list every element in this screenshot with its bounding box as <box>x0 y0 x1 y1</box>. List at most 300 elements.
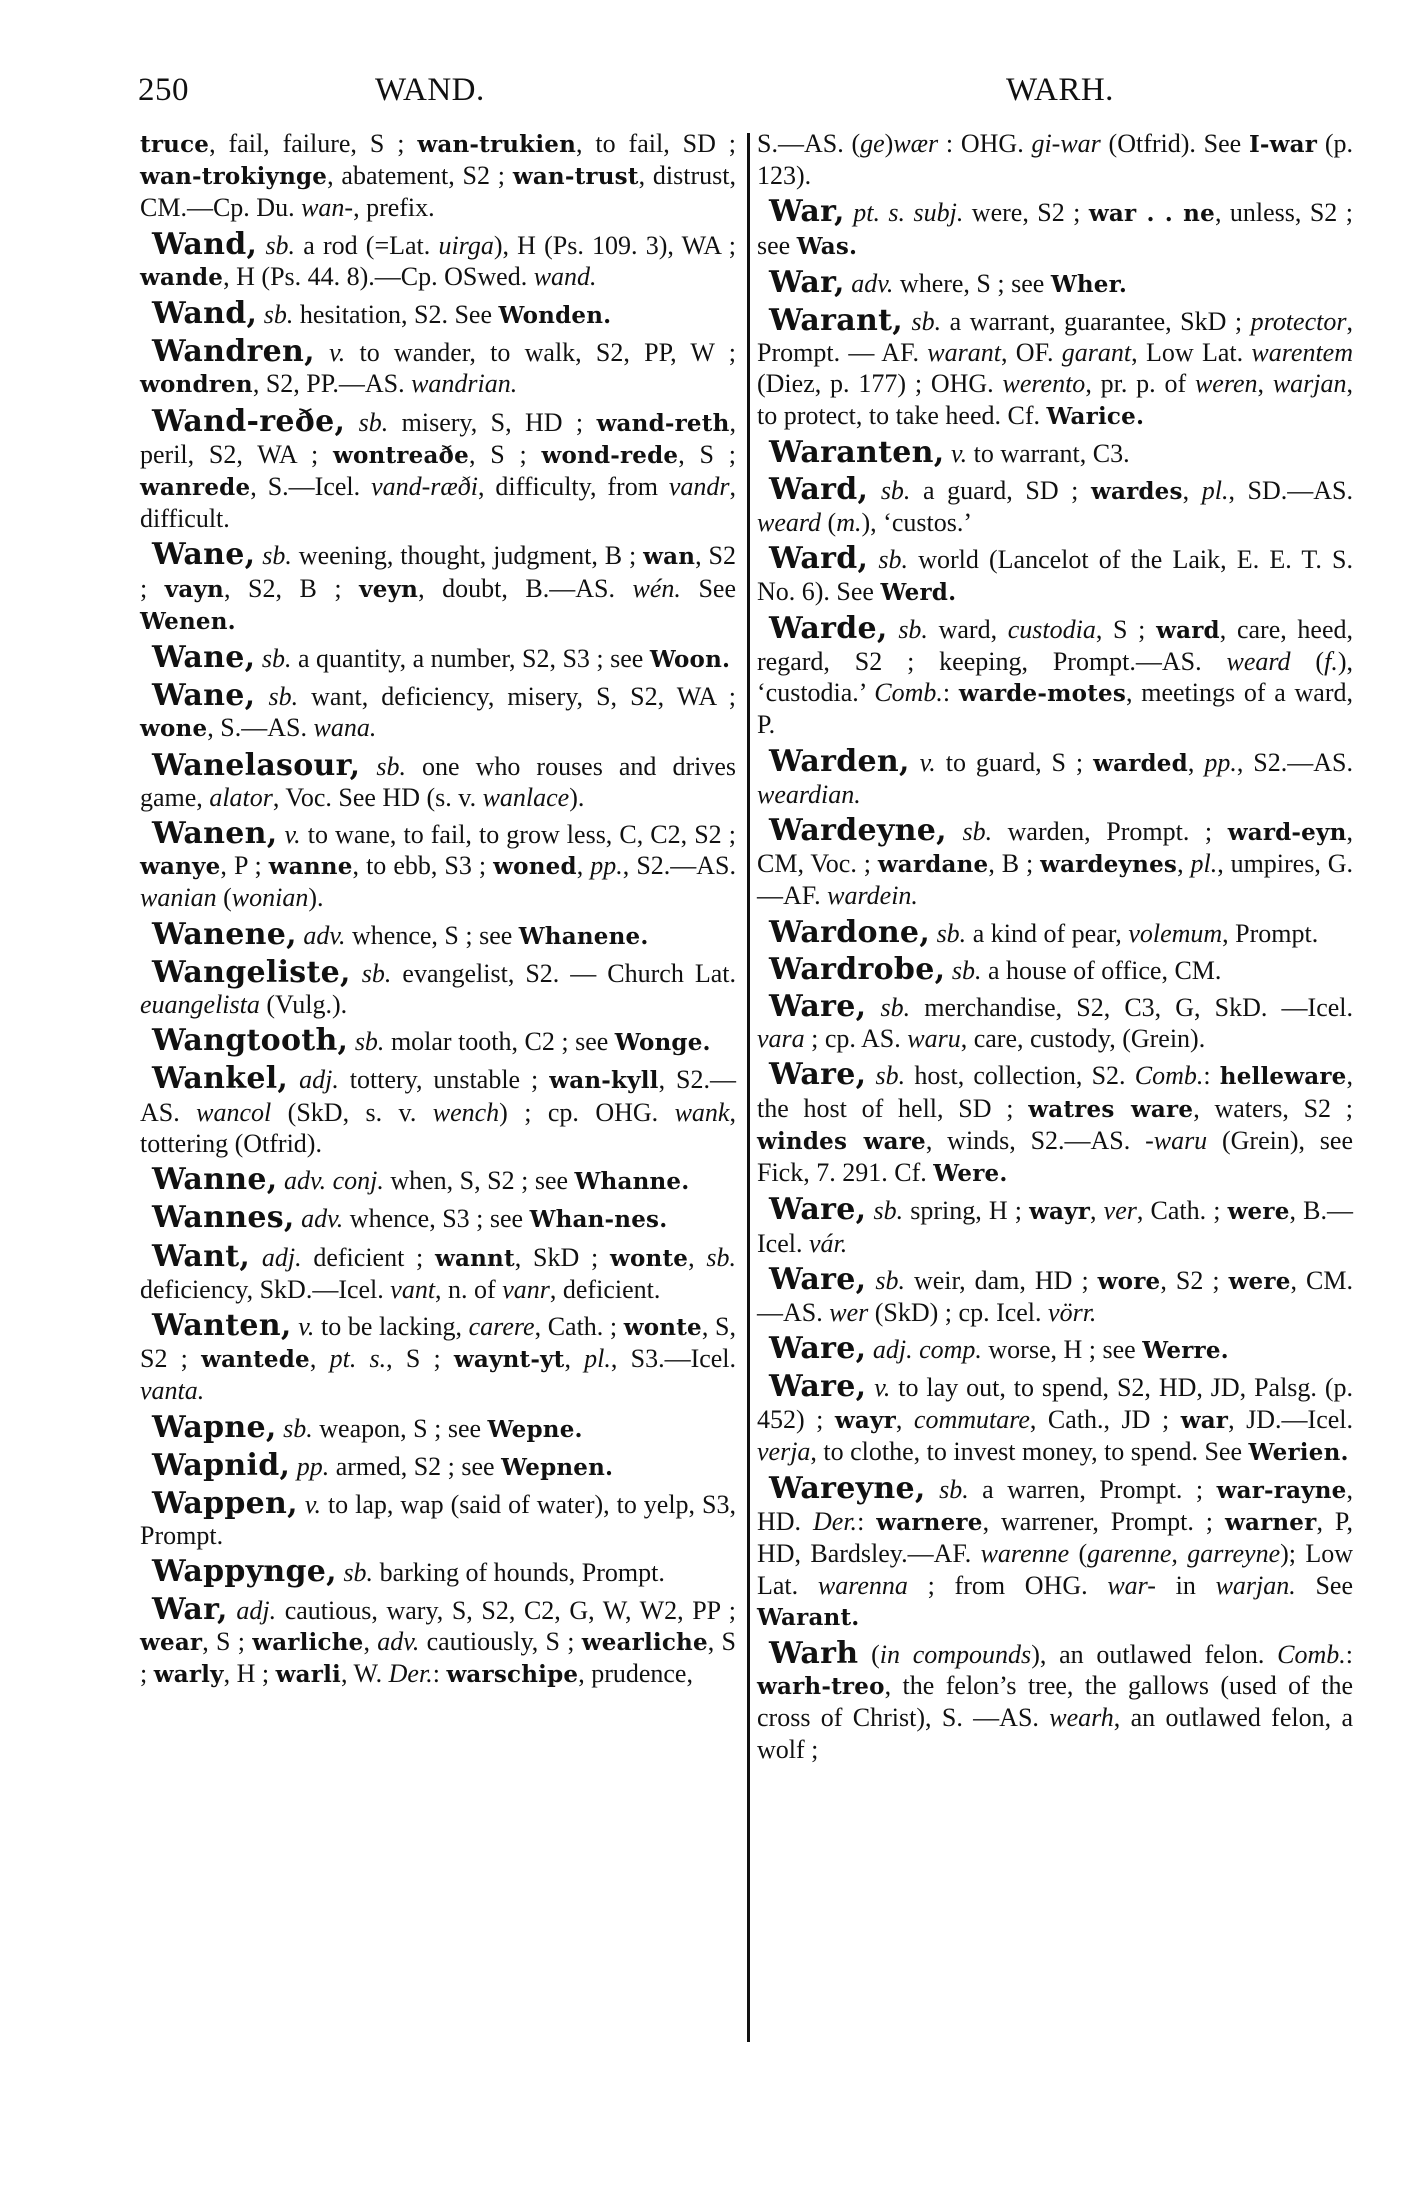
headword: Wand, <box>152 226 258 262</box>
bold-form: Wonden. <box>498 302 612 330</box>
definition-text: (Diez, p. 177) ; OHG. <box>757 369 1003 399</box>
definition-text: , S.—AS. <box>207 713 314 743</box>
dictionary-entry <box>757 1371 1353 1468</box>
dictionary-entry <box>140 1591 737 1691</box>
bold-form: Whanene. <box>518 922 649 950</box>
italic-text: vand-ræði <box>371 472 478 502</box>
dictionary-entry <box>757 1333 1353 1366</box>
headword: Ware, <box>769 1369 867 1405</box>
definition-text: , doubt, B.—AS. <box>418 573 633 603</box>
dictionary-entry <box>140 954 736 1020</box>
italic-text: weren <box>1194 369 1258 399</box>
definition-text: ( <box>216 883 232 913</box>
italic-text: carere <box>468 1311 535 1341</box>
bold-form: Werd. <box>880 578 957 606</box>
italic-text: Comb. <box>1277 1639 1346 1669</box>
italic-text: v. <box>866 1373 891 1403</box>
dictionary-entry <box>140 818 736 914</box>
definition-text: , B.—Icel. <box>757 1196 1354 1258</box>
definition-text: , P ; <box>220 851 269 881</box>
dictionary-entry <box>757 434 1353 470</box>
definition-text: to lap, wap (said of water), to yelp, S3, Prompt. <box>140 1489 736 1551</box>
definition-text: See <box>680 573 736 603</box>
dictionary-entry <box>140 1485 736 1551</box>
definition-text: (Vulg.). <box>259 990 348 1020</box>
italic-text: pl. <box>1190 849 1218 879</box>
definition-text: , S2 ; <box>1160 1265 1229 1295</box>
definition-text: , H ; <box>223 1658 276 1688</box>
definition-text: deficient ; <box>301 1242 436 1272</box>
italic-text: sb. <box>345 407 389 437</box>
definition-text: , Prompt. <box>1222 918 1319 948</box>
italic-text: wer <box>829 1297 869 1327</box>
definition-text: barking of hounds, Prompt. <box>373 1558 665 1588</box>
bold-form: Wenen. <box>140 607 236 635</box>
italic-text: commutare <box>913 1404 1030 1434</box>
bold-form: helleware <box>1219 1063 1347 1091</box>
bold-form: warschipe <box>446 1660 579 1688</box>
bold-form: war . . ne <box>1088 200 1215 228</box>
definition-text: a warren, Prompt. ; <box>968 1474 1217 1504</box>
italic-text: vörr. <box>1048 1297 1097 1327</box>
bold-form: Werien. <box>1248 1438 1349 1466</box>
bold-form: wande <box>140 263 224 291</box>
definition-text: , unless, S2 ; see <box>757 198 1353 260</box>
definition-text: , SkD ; <box>514 1242 610 1272</box>
italic-text: Comb. <box>1134 1061 1204 1091</box>
dictionary-entry <box>757 1059 1353 1189</box>
headword: Wand-reðe, <box>152 403 346 439</box>
bold-form: warnere <box>876 1509 983 1537</box>
entry-continuation <box>140 128 736 224</box>
dictionary-entry <box>140 539 736 637</box>
definition-text: , S2, PP.—AS. <box>252 369 412 399</box>
italic-text: m. <box>836 508 862 538</box>
bold-form: wan <box>643 543 696 571</box>
italic-text: volemum <box>1128 918 1223 948</box>
italic-text: euangelista <box>140 990 260 1020</box>
italic-text: pl. <box>584 1344 611 1374</box>
bold-form: Were. <box>933 1160 1008 1188</box>
definition-text: want, deficiency, misery, S, S2, WA ; <box>298 682 736 712</box>
definition-text: , <box>1182 476 1202 506</box>
definition-text: ( <box>1069 1539 1088 1569</box>
italic-text: vara <box>757 1024 805 1054</box>
definition-text: , difficult. <box>140 472 737 534</box>
bold-form: wearliche <box>581 1628 708 1656</box>
definition-text: cautious, wary, S, S2, C2, G, W, W2, PP ; <box>276 1595 736 1625</box>
headword: Ware, <box>769 1057 867 1093</box>
definition-text: , Voc. See HD (s. v. <box>272 782 483 812</box>
definition-text: : <box>857 1507 877 1537</box>
definition-text: in <box>1155 1570 1216 1600</box>
bold-form: Wepnen. <box>501 1453 614 1481</box>
italic-text: uirga <box>438 230 494 260</box>
dictionary-entry <box>757 951 1353 987</box>
headword: Wanen, <box>152 816 278 852</box>
italic-text: weard <box>1226 647 1291 677</box>
headword: Ward, <box>769 541 869 577</box>
dictionary-entry <box>140 747 736 813</box>
definition-text: ), H (Ps. 109. 3), WA ; <box>493 230 736 260</box>
definition-text: misery, S, HD ; <box>388 407 597 437</box>
definition-text: weir, dam, HD ; <box>904 1265 1098 1295</box>
bold-form: Whanne. <box>574 1168 690 1196</box>
definition-text: a house of office, CM. <box>981 955 1222 985</box>
italic-text: sb. <box>902 307 942 337</box>
headword: Ware, <box>769 989 867 1025</box>
bold-form: warly <box>153 1660 224 1688</box>
bold-form: wanrede <box>140 474 251 502</box>
headword: Wannes, <box>152 1200 295 1236</box>
italic-text: gi-war <box>1031 129 1101 158</box>
bold-form: Wonge. <box>614 1029 711 1057</box>
headword: War, <box>152 1591 228 1627</box>
definition-text: , S, S2 ; <box>140 1311 736 1374</box>
italic-text: sb. <box>255 644 292 674</box>
definition-text: : <box>942 678 959 708</box>
definition-text: to lay out, to spend, S2, HD, JD, Palsg. (p. 452) ; <box>757 1373 1353 1434</box>
italic-text: adv. <box>294 1204 344 1234</box>
bold-form: Whan-nes. <box>529 1206 668 1234</box>
italic-text: pp. <box>290 1451 330 1481</box>
definition-text: where, S ; see <box>893 268 1051 298</box>
headword: Wardeyne, <box>769 813 947 849</box>
definition-text: , H (Ps. 44. 8).—Cp. OSwed. <box>223 261 534 291</box>
bold-form: warli <box>275 1660 341 1688</box>
definition-text: , <box>895 1404 914 1434</box>
bold-form: wondren <box>140 371 253 399</box>
dictionary-entry <box>140 1556 736 1588</box>
definition-text: one who rouses and drives game, <box>140 751 736 812</box>
definition-text: , Cath., JD ; <box>1029 1404 1181 1434</box>
definition-text: were, S2 ; <box>963 198 1089 228</box>
italic-text: wén. <box>632 573 681 603</box>
definition-text: , S ; <box>678 439 737 469</box>
definition-text: , <box>576 851 591 881</box>
italic-text: -waru <box>1145 1125 1208 1155</box>
italic-text: adj. <box>250 1242 302 1272</box>
definition-text: , S ; <box>140 1626 737 1688</box>
headword: Wankel, <box>152 1061 289 1097</box>
italic-text: v. <box>944 438 968 468</box>
headword: War, <box>769 194 845 230</box>
definition-text: , fail, failure, S ; <box>209 129 418 158</box>
definition-text: hesitation, S2. See <box>293 300 499 330</box>
definition-text: to wane, to fail, to grow less, C, C2, S2 ; <box>300 820 736 850</box>
headword: Wane, <box>152 537 256 573</box>
bold-form: wantede <box>201 1346 310 1374</box>
definition-text: ward, <box>927 614 1008 644</box>
italic-text: warant <box>927 338 1001 368</box>
definition-text: , S.—Icel. <box>250 472 372 502</box>
italic-text: ge <box>860 129 885 158</box>
italic-text: wanlace <box>482 782 570 812</box>
definition-text: ), ‘custos.’ <box>861 508 972 538</box>
dictionary-entry <box>140 680 736 744</box>
italic-text: v. <box>277 820 301 850</box>
bold-form: wannt <box>435 1244 515 1272</box>
headword: Wanne, <box>152 1162 278 1198</box>
bold-form: Wher. <box>1050 270 1128 298</box>
definition-text: tottery, unstable ; <box>338 1065 550 1095</box>
headword: Wardone, <box>769 914 931 950</box>
bold-form: wore <box>1097 1267 1161 1295</box>
definition-text: ( <box>1290 647 1325 677</box>
definition-text: , warrener, Prompt. ; <box>982 1507 1225 1537</box>
definition-text: , OF. <box>1000 338 1062 368</box>
bold-form: ward <box>1156 616 1220 644</box>
definition-text: , Cath. ; <box>1136 1196 1228 1226</box>
italic-text: sb. <box>866 1061 906 1091</box>
bold-form: wear <box>140 1628 203 1656</box>
running-head <box>138 72 1353 122</box>
definition-text: warden, Prompt. ; <box>992 817 1228 847</box>
definition-text: , meetings of a ward, P. <box>757 678 1353 740</box>
definition-text: , Low Lat. <box>1131 338 1252 368</box>
italic-text: vanr <box>502 1274 550 1304</box>
definition-text: , n. of <box>435 1274 503 1304</box>
dictionary-entry <box>140 1238 736 1305</box>
italic-text: wardein. <box>827 881 918 911</box>
dictionary-entry <box>140 336 736 400</box>
headword: Wardrobe, <box>769 951 946 987</box>
bold-form: ward-eyn <box>1227 819 1347 847</box>
bold-form: wan-trokiynge <box>140 163 328 191</box>
bold-form: wan-trukien <box>417 131 577 158</box>
italic-text: wancol <box>196 1097 272 1127</box>
dictionary-entry <box>140 642 736 675</box>
italic-text: adj. <box>288 1065 339 1095</box>
headword: Wangtooth, <box>152 1023 349 1059</box>
definition-text: , care, heed, regard, S2 ; keeping, Prompt.—AS. <box>757 614 1354 677</box>
italic-text: pl. <box>1201 476 1229 506</box>
definition-text: : <box>432 1658 447 1688</box>
definition-text: , S ; <box>1095 614 1157 644</box>
definition-text: (SkD, s. v. <box>271 1097 433 1127</box>
definition-text: , Cath. ; <box>534 1311 624 1341</box>
bold-form: woned <box>493 853 577 881</box>
italic-text: v. <box>291 1311 315 1341</box>
definition-text: , tottering (Otfrid). <box>140 1097 736 1158</box>
italic-text: adj. comp. <box>866 1335 982 1365</box>
headword: Wappynge, <box>152 1554 337 1590</box>
definition-text: , W. <box>340 1658 389 1688</box>
italic-text: Comb. <box>874 678 943 708</box>
bold-form: wanne <box>268 853 353 881</box>
bold-form: Warice. <box>1046 402 1145 430</box>
headword: Wandren, <box>152 334 315 370</box>
definition-text: ) ; cp. OHG. <box>499 1097 675 1127</box>
definition-text: cautiously, S ; <box>419 1626 582 1656</box>
definition-text: , abatement, S2 ; <box>327 161 513 191</box>
dictionary-entry <box>140 1202 736 1235</box>
definition-text: , to clothe, to invest money, to spend. See <box>810 1436 1249 1466</box>
headword: Wappen, <box>152 1485 298 1521</box>
italic-text: sb. <box>868 476 911 506</box>
italic-text: garant <box>1061 338 1132 368</box>
dictionary-entry <box>140 1164 736 1197</box>
definition-text: whence, S ; see <box>345 920 519 950</box>
dictionary-entry <box>757 196 1353 261</box>
definition-text: to warrant, C3. <box>967 438 1130 468</box>
bold-form: watres ware <box>1028 1095 1194 1123</box>
italic-text: sb. <box>360 751 406 781</box>
italic-text: weard <box>757 508 822 538</box>
bold-form: Wepne. <box>487 1415 583 1443</box>
italic-text: sb. <box>276 1413 313 1443</box>
definition-text: ( <box>821 508 837 538</box>
definition-text: , CM.—AS. <box>757 1265 1354 1327</box>
italic-text: weardian. <box>757 779 861 809</box>
bold-form: wond-rede <box>541 441 679 469</box>
italic-text: sb. <box>336 1558 374 1588</box>
italic-text: adv. <box>377 1626 420 1656</box>
dictionary-entry <box>757 1194 1353 1258</box>
bold-form: wan-trust <box>512 163 639 191</box>
bold-form: wanye <box>140 853 221 881</box>
definition-text: , prudence, <box>578 1658 693 1688</box>
definition-text: , winds, S2.—AS. <box>925 1125 1146 1155</box>
dictionary-entry <box>757 610 1354 741</box>
bold-form: Werre. <box>1142 1337 1229 1365</box>
definition-text: ; from OHG. <box>907 1570 1108 1600</box>
definition-text: , prefix. <box>353 193 435 223</box>
definition-text: , S2 ; <box>140 541 736 603</box>
italic-text: wær <box>893 129 939 158</box>
bold-form: wayr <box>834 1406 896 1434</box>
bold-form: Warant. <box>757 1603 860 1631</box>
definition-text: : OHG. <box>938 129 1032 158</box>
definition-text: , waters, S2 ; <box>1193 1093 1354 1123</box>
definition-text: a warrant, guarantee, SkD ; <box>941 307 1251 337</box>
italic-text: sb. <box>348 1027 385 1057</box>
bold-form: warliche <box>252 1628 364 1656</box>
italic-text: ver <box>1103 1196 1137 1226</box>
italic-text: war- <box>1107 1570 1156 1600</box>
definition-text: , the felon’s tree, the gallows (used of the cross of Christ), S. —AS. <box>757 1671 1353 1733</box>
italic-text: adv. conj. <box>277 1166 384 1196</box>
headword: Warde, <box>769 610 888 646</box>
definition-text: , JD.—Icel. <box>1228 1404 1353 1434</box>
dictionary-entry <box>757 1261 1354 1328</box>
headword: Wanten, <box>152 1307 292 1343</box>
definition-text: , S ; <box>202 1626 253 1656</box>
definition-text: (Otfrid). See <box>1100 129 1249 158</box>
definition-text: , CM, Voc. ; <box>757 817 1353 879</box>
italic-text: warenne <box>980 1539 1070 1569</box>
bold-form: war-rayne <box>1216 1476 1347 1504</box>
headword: Wapne, <box>152 1409 277 1445</box>
italic-text: sb. <box>925 1474 969 1504</box>
bold-form: Was. <box>796 232 858 260</box>
definition-text: , care, custody, (Grein). <box>960 1024 1206 1054</box>
definition-text: to guard, S ; <box>935 747 1094 777</box>
definition-text: ), an outlawed felon. <box>1031 1639 1278 1669</box>
italic-text: sb. <box>255 541 292 571</box>
dictionary-entry <box>757 815 1353 912</box>
italic-text: sb. <box>868 545 909 575</box>
definition-text: a quantity, a number, S2, S3 ; see <box>291 644 650 674</box>
definition-text: , <box>1187 747 1205 777</box>
headword: Warden, <box>769 743 910 779</box>
italic-text: wana. <box>313 713 377 743</box>
headword: Ware, <box>769 1192 867 1228</box>
headword: Ware, <box>769 1331 867 1367</box>
definition-text: a guard, SD ; <box>910 476 1091 506</box>
italic-text: adj. <box>227 1595 277 1625</box>
definition-text: , distrust, CM.—Cp. Du. <box>140 161 736 223</box>
dictionary-entry <box>757 264 1353 300</box>
dictionary-entry <box>757 1635 1353 1765</box>
italic-text: v. <box>909 747 936 777</box>
italic-text: vandr <box>668 472 730 502</box>
bold-form: wardes <box>1090 478 1183 506</box>
italic-text: pp. <box>1204 747 1237 777</box>
definition-text: , difficulty, from <box>477 472 669 502</box>
italic-text: wank <box>674 1097 730 1127</box>
dictionary-entry <box>140 1447 736 1483</box>
bold-form: warh-treo <box>757 1673 885 1701</box>
italic-text: wand. <box>533 261 597 291</box>
definition-text: ) <box>884 129 894 158</box>
headword: Wand, <box>152 296 258 332</box>
dictionary-entry <box>140 1063 736 1159</box>
definition-text: , <box>1090 1196 1104 1226</box>
definition-text: , the host of hell, SD ; <box>757 1061 1353 1123</box>
definition-text: : <box>1345 1639 1353 1669</box>
definition-text: , peril, S2, WA ; <box>140 407 737 469</box>
bold-form: wontreaðe <box>333 441 469 469</box>
definition-text: ). <box>308 883 324 913</box>
italic-text: wearh <box>1049 1703 1114 1733</box>
dictionary-entry <box>757 474 1353 538</box>
definition-text: , deficient. <box>549 1274 661 1304</box>
italic-text: adv. <box>296 920 346 950</box>
italic-text: wonian <box>231 883 309 913</box>
definition-text: , S2.—AS. <box>1236 747 1353 777</box>
italic-text: alator <box>209 782 273 812</box>
headword: Wareyne, <box>769 1470 926 1506</box>
definition-text: , Prompt. — AF. <box>757 307 1353 368</box>
italic-text: warjan. <box>1215 1570 1296 1600</box>
definition-text: a rod (=Lat. <box>295 230 439 260</box>
italic-text: waru <box>907 1024 961 1054</box>
headword: Wane, <box>152 678 256 714</box>
right-guide-word: WARH. <box>1006 72 1114 108</box>
italic-text: sb. <box>930 918 967 948</box>
italic-text: wench <box>432 1097 500 1127</box>
headword: Warh <box>769 1635 859 1671</box>
bold-form: windes ware <box>757 1127 926 1155</box>
italic-text: pt. s. subj. <box>844 198 964 228</box>
headword: Wapnid, <box>152 1447 291 1483</box>
definition-text: , HD. <box>757 1474 1353 1537</box>
italic-text: v. <box>314 338 346 368</box>
definition-text: , B ; <box>988 849 1041 879</box>
italic-text: wanian <box>140 883 217 913</box>
bold-form: truce <box>140 131 210 158</box>
definition-text: armed, S2 ; see <box>329 1451 502 1481</box>
bold-form: wardeynes <box>1040 851 1178 879</box>
italic-text: warjan <box>1272 369 1347 399</box>
definition-text: , to ebb, S3 ; <box>352 851 494 881</box>
italic-text: warentem <box>1251 338 1353 368</box>
definition-text: molar tooth, C2 ; see <box>384 1027 615 1057</box>
definition-text: ); Low Lat. <box>757 1539 1353 1600</box>
definition-text: to be lacking, <box>314 1311 469 1341</box>
bold-form: war <box>1180 1406 1229 1434</box>
